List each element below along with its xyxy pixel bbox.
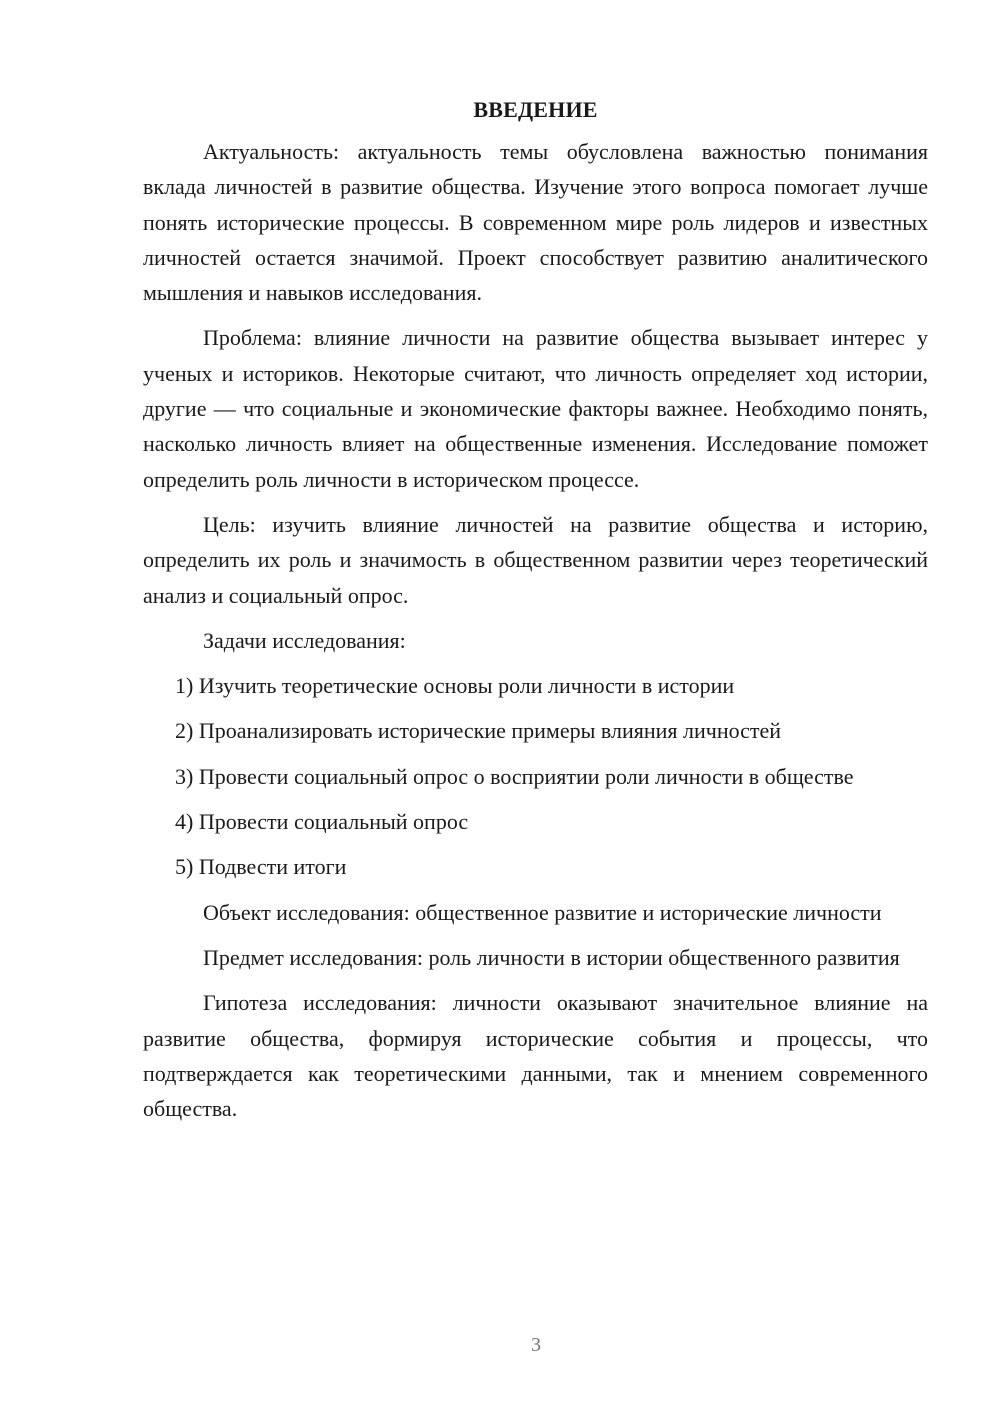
task-item-4: 4) Провести социальный опрос xyxy=(175,809,469,835)
task-item-1: 1) Изучить теоретические основы роли личности в истории xyxy=(175,673,735,699)
paragraph-object: Объект исследования: общественное развитие и исторические личности xyxy=(203,899,882,925)
task-item-5: 5) Подвести итоги xyxy=(175,854,347,880)
paragraph-problem: Проблема: влияние личности на развитие общества вызывает интерес у ученых и историков. Некоторые считают, что личность определяет ход истории, другие — что социальные и экономические факторы важнее. Необходимо понять, насколько личность влияет на общественные изменения. Исследование поможет определить роль личности в историческом процессе. xyxy=(143,325,928,492)
paragraph-goal: Цель: изучить влияние личностей на развитие общества и историю, определить их роль и значимость в общественном развитии через теоретический анализ и социальный опрос. xyxy=(143,511,928,608)
paragraph-relevance: Актуальность: актуальность темы обусловлена важностью понимания вклада личностей в развитие общества. Изучение этого вопроса помогает лучше понять исторические процессы. В современном мире роль лидеров и известных личностей остается значимой. Проект способствует развитию аналитического мышления и навыков исследования. xyxy=(143,139,928,306)
page-title: ВВЕДЕНИЕ xyxy=(473,97,598,122)
paragraph-subject: Предмет исследования: роль личности в истории общественного развития xyxy=(203,944,900,970)
document-page xyxy=(143,92,928,1136)
page-number: 3 xyxy=(531,1334,541,1356)
task-item-2: 2) Проанализировать исторические примеры влияния личностей xyxy=(175,718,782,744)
task-item-3: 3) Провести социальный опрос о восприятии роли личности в обществе xyxy=(175,763,854,789)
paragraph-hypothesis: Гипотеза исследования: личности оказывают значительное влияние на развитие общества, формируя исторические события и процессы, что подтверждается как теоретическими данными, так и мнением современного общества. xyxy=(143,990,928,1122)
paragraph-tasks-heading: Задачи исследования: xyxy=(203,627,406,653)
